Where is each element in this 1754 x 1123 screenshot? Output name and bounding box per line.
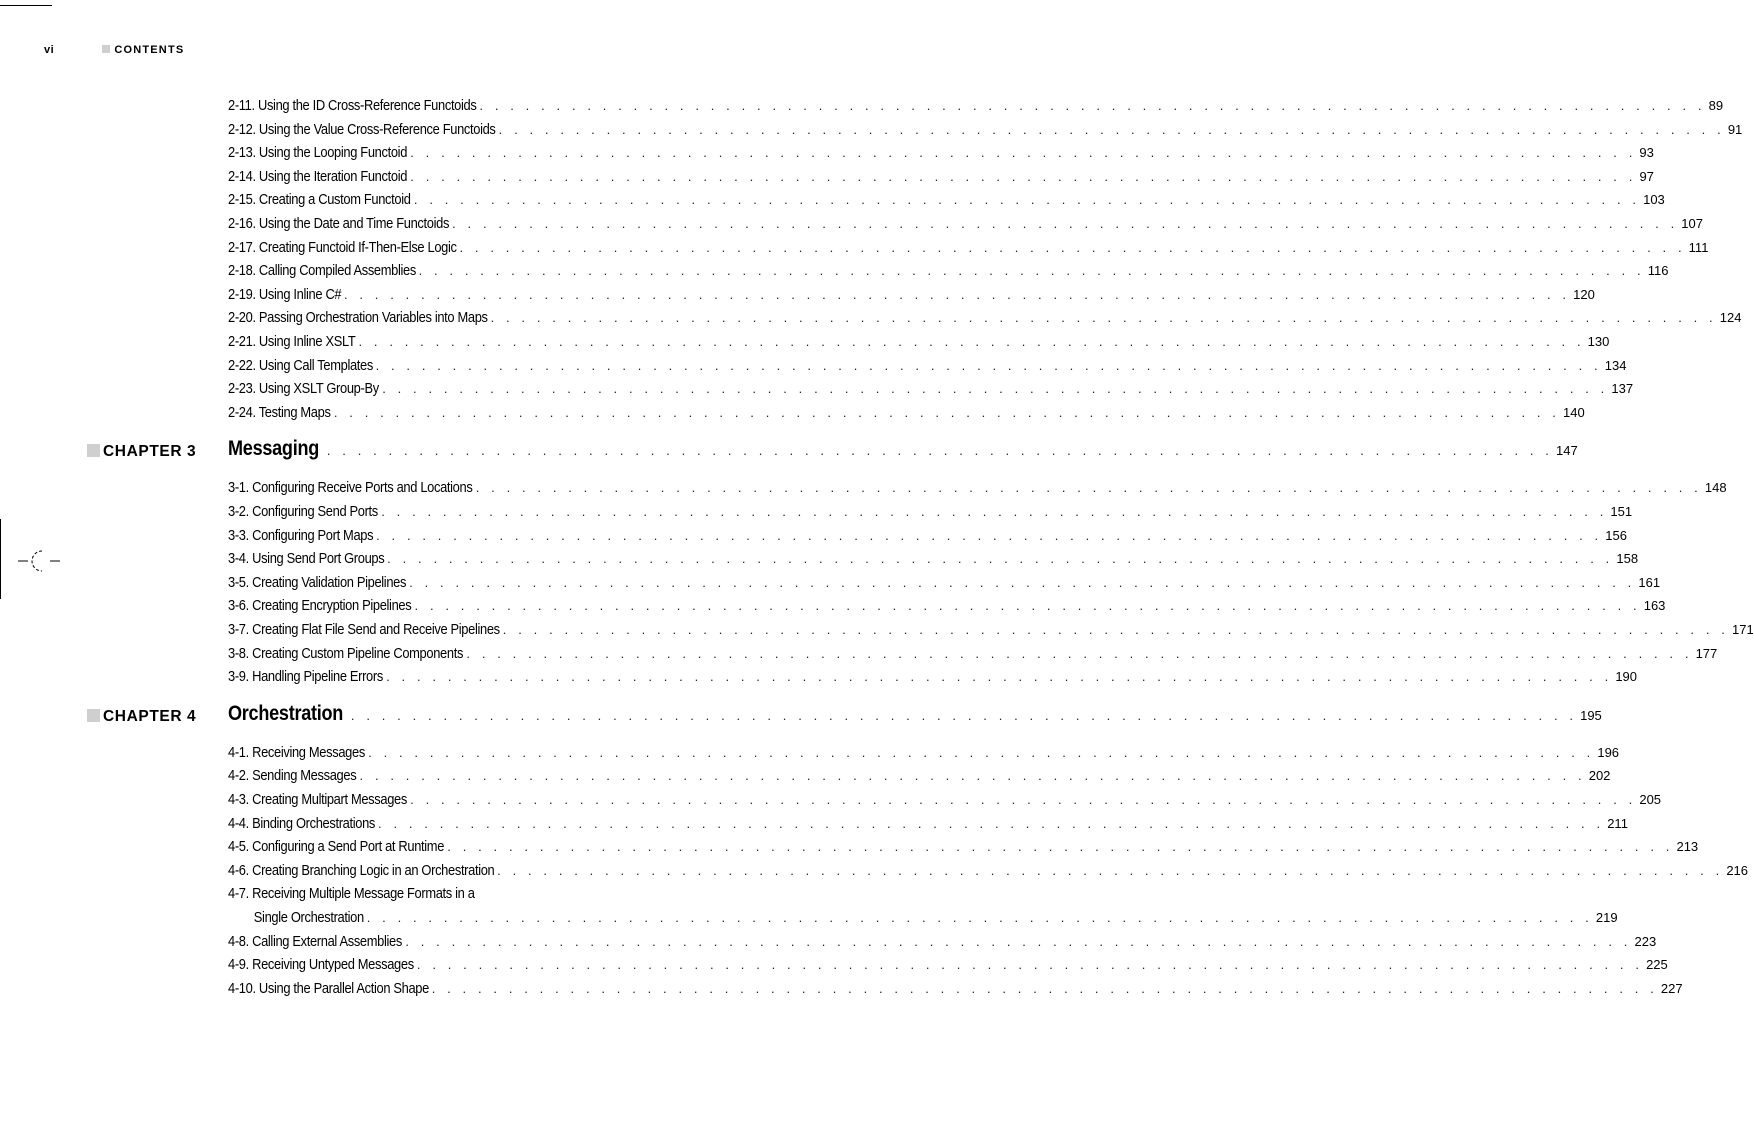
dot-leader: . . . . . . . . . . . . . . . . . . . . . . . . . . . . . . . . . . . . . . . . . . . . . . . . . . . . . . . . . . . . . . . . . . . . . . . . . . . . . . . . [378, 815, 1605, 831]
toc-entry [228, 380, 1634, 400]
toc-entry [228, 668, 1638, 688]
toc-entry [228, 979, 1683, 1000]
toc-entry [228, 573, 1661, 594]
toc-entry-page: 202 [1588, 768, 1611, 784]
toc-entry-page: 107 [1681, 216, 1703, 231]
toc-entry-page: 124 [1719, 310, 1742, 326]
toc-entry-title: 2-11. Using the ID Cross-Reference Functoids [228, 97, 477, 114]
toc-entry-title: 3-3. Configuring Port Maps [228, 526, 374, 544]
toc-entry [228, 909, 1618, 929]
dot-leader: . . . . . . . . . . . . . . . . . . . . . . . . . . . . . . . . . . . . . . . . . . . . . . . . . . . . . . . . . . . . . . . . . . . . . . . . . . . . . . . . [387, 551, 1614, 567]
toc-entry-title: 4-6. Creating Branching Logic in an Orchestration [228, 861, 495, 879]
toc-entry-title: 2-17. Creating Functoid If-Then-Else Logic [228, 238, 457, 256]
toc-entry [228, 526, 1627, 547]
toc-entry-title: 2-21. Using Inline XSLT [228, 333, 356, 350]
section-title: CONTENTS [114, 44, 185, 56]
dot-leader: . . . . . . . . . . . . . . . . . . . . . . . . . . . . . . . . . . . . . . . . . . . . . . . . . . . . . . . . . . . . . . . . . . . . . . . . . . . . . . . . [376, 527, 1603, 543]
chapter-box-icon [87, 444, 100, 457]
dot-leader: . . . . . . . . . . . . . . . . . . . . . . . . . . . . . . . . . . . . . . . . . . . . . . . . . . . . . . . . . . . . . . . . . . . . . . . . . . . . . . . . [416, 957, 1644, 973]
toc-entry-page: 103 [1643, 192, 1665, 208]
toc-entry-title: 4-1. Receiving Messages [228, 743, 365, 761]
dot-leader: . . . . . . . . . . . . . . . . . . . . . . . . . . . . . . . . . . . . . . . . . . . . . . . . . . . . . . . . . . . . . . . . . . . . . . . . . . . . . . . . [459, 239, 1686, 255]
dot-leader: . . . . . . . . . . . . . . . . . . . . . . . . . . . . . . . . . . . . . . . . . . . . . . . . . . . . . . . . . . . . . . . . . . . . . . . . . . . . . . . . [350, 707, 1578, 723]
dot-leader: . . . . . . . . . . . . . . . . . . . . . . . . . . . . . . . . . . . . . . . . . . . . . . . . . . . . . . . . . . . . . . . . . . . . . . . . . . . . . . . . [413, 192, 1641, 208]
crop-mark-top [0, 5, 52, 6]
dot-leader: . . . . . . . . . . . . . . . . . . . . . . . . . . . . . . . . . . . . . . . . . . . . . . . . . . . . . . . . . . . . . . . . . . . . . . . . . . . . . . . . [366, 910, 1593, 925]
chapter-label-text: CHAPTER 3 [103, 443, 197, 461]
toc-entry-title: 2-16. Using the Date and Time Functoids [228, 215, 450, 232]
dot-leader: . . . . . . . . . . . . . . . . . . . . . . . . . . . . . . . . . . . . . . . . . . . . . . . . . . . . . . . . . . . . . . . . . . . . . . . . . . . . . . . . [475, 480, 1702, 496]
toc-entry-title: 4-9. Receiving Untyped Messages [228, 956, 414, 974]
toc-entry-page: 190 [1615, 669, 1638, 685]
toc-entry-page: 111 [1688, 239, 1709, 255]
toc-entry-title: 2-22. Using Call Templates [228, 356, 373, 374]
toc-entry-page: 205 [1639, 792, 1662, 807]
toc-entry-title: 2-24. Testing Maps [228, 403, 331, 421]
chapter-label [87, 708, 196, 726]
toc-entry-page: 116 [1647, 263, 1669, 279]
dot-leader: . . . . . . . . . . . . . . . . . . . . . . . . . . . . . . . . . . . . . . . . . . . . . . . . . . . . . . . . . . . . . . . . . . . . . . . . . . . . . . . . [409, 574, 1636, 590]
toc-entry [228, 333, 1610, 353]
toc-entry-page: 130 [1587, 334, 1610, 349]
toc-entry [228, 403, 1585, 424]
toc-entry-title: 2-15. Creating a Custom Functoid [228, 191, 411, 209]
page-number: vi [44, 44, 55, 56]
toc-entry-page: 171 [1731, 622, 1754, 637]
chapter-box-icon [87, 709, 100, 722]
dot-leader: . . . . . . . . . . . . . . . . . . . . . . . . . . . . . . . . . . . . . . . . . . . . . . . . . . . . . . . . . . . . . . . . . . . . . . . . . . . . . . . . [343, 286, 1571, 302]
toc-entry-page: 161 [1638, 574, 1661, 590]
running-head [44, 44, 184, 56]
chapter-title: Messaging [228, 437, 320, 461]
dot-leader: . . . . . . . . . . . . . . . . . . . . . . . . . . . . . . . . . . . . . . . . . . . . . . . . . . . . . . . . . . . . . . . . . . . . . . . . . . . . . . . . [410, 168, 1637, 184]
toc-entry-page: 213 [1676, 839, 1699, 855]
toc-entry-page: 225 [1646, 957, 1668, 973]
toc-entry [228, 767, 1611, 787]
toc-entry [228, 215, 1703, 235]
toc-entry-title: 4-7. Receiving Multiple Message Formats in a [228, 885, 475, 903]
dot-leader: . . . . . . . . . . . . . . . . . . . . . . . . . . . . . . . . . . . . . . . . . . . . . . . . . . . . . . . . . . . . . . . . . . . . . . . . . . . . . . . . [358, 334, 1585, 349]
toc-entry [228, 285, 1595, 306]
toc-entry [228, 309, 1742, 329]
dot-leader: . . . . . . . . . . . . . . . . . . . . . . . . . . . . . . . . . . . . . . . . . . . . . . . . . . . . . . . . . . . . . . . . . . . . . . . . . . . . . . . . [405, 933, 1632, 949]
dot-leader: . . . . . . . . . . . . . . . . . . . . . . . . . . . . . . . . . . . . . . . . . . . . . . . . . . . . . . . . . . . . . . . . . . . . . . . . . . . . . . . . [326, 443, 1554, 459]
toc-entry-page: 89 [1708, 98, 1724, 113]
dot-leader: . . . . . . . . . . . . . . . . . . . . . . . . . . . . . . . . . . . . . . . . . . . . . . . . . . . . . . . . . . . . . . . . . . . . . . . . . . . . . . . . [502, 622, 1729, 637]
toc-entry [228, 621, 1754, 641]
toc-entry [228, 191, 1665, 211]
toc-entry [228, 97, 1724, 117]
toc-entry-page: 158 [1616, 551, 1639, 567]
section-box-icon [102, 45, 110, 53]
chapter-page: 195 [1580, 707, 1602, 723]
toc-entry [228, 956, 1668, 976]
dot-leader: . . . . . . . . . . . . . . . . . . . . . . . . . . . . . . . . . . . . . . . . . . . . . . . . . . . . . . . . . . . . . . . . . . . . . . . . . . . . . . . . [490, 310, 1717, 326]
dot-leader: . . . . . . . . . . . . . . . . . . . . . . . . . . . . . . . . . . . . . . . . . . . . . . . . . . . . . . . . . . . . . . . . . . . . . . . . . . . . . . . . [368, 744, 1595, 760]
toc-entry-title: 2-14. Using the Iteration Functoid [228, 167, 408, 185]
toc-entry-page: 219 [1595, 910, 1618, 925]
toc-entry-page: 223 [1634, 933, 1657, 949]
toc-entry-title: 3-9. Handling Pipeline Errors [228, 668, 383, 686]
dot-leader: . . . . . . . . . . . . . . . . . . . . . . . . . . . . . . . . . . . . . . . . . . . . . . . . . . . . . . . . . . . . . . . . . . . . . . . . . . . . . . . . [333, 404, 1561, 420]
toc-entry [228, 550, 1639, 570]
toc-entry-title: 4-3. Creating Multipart Messages [228, 791, 408, 808]
toc-entry [228, 838, 1699, 858]
toc-entry-page: 137 [1611, 381, 1634, 397]
dot-leader: . . . . . . . . . . . . . . . . . . . . . . . . . . . . . . . . . . . . . . . . . . . . . . . . . . . . . . . . . . . . . . . . . . . . . . . . . . . . . . . . [382, 381, 1609, 397]
toc-entry-page: 97 [1639, 168, 1654, 184]
toc-entry-page: 120 [1573, 286, 1595, 302]
toc-entry-title: 4-5. Configuring a Send Port at Runtime [228, 838, 445, 856]
toc-entry-title: 3-4. Using Send Port Groups [228, 550, 385, 568]
toc-entry [228, 644, 1718, 665]
toc-entry-page: 227 [1660, 980, 1683, 996]
toc-entry [228, 791, 1662, 811]
toc-entry-page: 196 [1597, 744, 1620, 760]
toc-entry-page: 177 [1695, 645, 1718, 661]
chapter-heading [0, 437, 1578, 467]
toc-entry-title: 2-19. Using Inline C# [228, 285, 342, 303]
dot-leader: . . . . . . . . . . . . . . . . . . . . . . . . . . . . . . . . . . . . . . . . . . . . . . . . . . . . . . . . . . . . . . . . . . . . . . . . . . . . . . . . [359, 768, 1586, 784]
toc-entry-title: 4-2. Sending Messages [228, 767, 357, 785]
toc-entry-page: 93 [1639, 145, 1654, 161]
toc-entry-title: 4-4. Binding Orchestrations [228, 814, 376, 832]
toc-entry-title: 3-5. Creating Validation Pipelines [228, 573, 407, 591]
toc-entry [228, 262, 1669, 282]
toc-entry-page: 163 [1643, 598, 1666, 614]
toc-entry [228, 144, 1654, 164]
toc-entry-page: 91 [1727, 121, 1743, 137]
chapter-title-row [228, 437, 1578, 467]
chapter-heading [0, 701, 1602, 732]
toc-entry [228, 932, 1657, 953]
toc-entry [228, 743, 1620, 764]
dot-leader: . . . . . . . . . . . . . . . . . . . . . . . . . . . . . . . . . . . . . . . . . . . . . . . . . . . . . . . . . . . . . . . . . . . . . . . . . . . . . . . . [418, 263, 1645, 279]
registration-mark-icon [18, 546, 62, 576]
toc-entry-title: 3-1. Configuring Receive Ports and Locations [228, 479, 473, 497]
toc-entry [228, 885, 712, 905]
toc-entry-page: 140 [1563, 404, 1585, 420]
toc-entry [228, 861, 1749, 882]
chapter-title-row [228, 701, 1602, 732]
toc-entry-title: 2-18. Calling Compiled Assemblies [228, 262, 416, 280]
dot-leader: . . . . . . . . . . . . . . . . . . . . . . . . . . . . . . . . . . . . . . . . . . . . . . . . . . . . . . . . . . . . . . . . . . . . . . . . . . . . . . . . [452, 216, 1679, 231]
toc-entry-title: 4-8. Calling External Assemblies [228, 932, 402, 950]
toc-entry-title: 2-20. Passing Orchestration Variables into Maps [228, 309, 488, 327]
dot-leader: . . . . . . . . . . . . . . . . . . . . . . . . . . . . . . . . . . . . . . . . . . . . . . . . . . . . . . . . . . . . . . . . . . . . . . . . . . . . . . . . [497, 862, 1724, 878]
toc-entry-page: 151 [1610, 504, 1633, 519]
toc-entry-title: Single Orchestration [253, 909, 364, 926]
toc-entry-page: 156 [1605, 527, 1627, 543]
chapter-label [87, 443, 196, 461]
toc-entry [228, 597, 1666, 617]
toc-entry-title: 3-7. Creating Flat File Send and Receive Pipelines [228, 621, 500, 638]
toc-entry [228, 356, 1627, 377]
toc-entry [228, 479, 1727, 499]
toc-entry-page: 211 [1607, 815, 1628, 831]
toc-entry [228, 814, 1628, 835]
dot-leader: . . . . . . . . . . . . . . . . . . . . . . . . . . . . . . . . . . . . . . . . . . . . . . . . . . . . . . . . . . . . . . . . . . . . . . . . . . . . . . . . [431, 980, 1658, 996]
dot-leader: . . . . . . . . . . . . . . . . . . . . . . . . . . . . . . . . . . . . . . . . . . . . . . . . . . . . . . . . . . . . . . . . . . . . . . . . . . . . . . . . [479, 98, 1706, 113]
toc-entry-title: 2-23. Using XSLT Group-By [228, 380, 379, 398]
dot-leader: . . . . . . . . . . . . . . . . . . . . . . . . . . . . . . . . . . . . . . . . . . . . . . . . . . . . . . . . . . . . . . . . . . . . . . . . . . . . . . . . [410, 145, 1637, 161]
crop-mark-left [0, 519, 1, 599]
toc-entry-title: 2-13. Using the Looping Functoid [228, 144, 408, 162]
toc-entry-title: 3-2. Configuring Send Ports [228, 503, 378, 520]
dot-leader: . . . . . . . . . . . . . . . . . . . . . . . . . . . . . . . . . . . . . . . . . . . . . . . . . . . . . . . . . . . . . . . . . . . . . . . . . . . . . . . . [410, 792, 1637, 807]
toc-entry [228, 167, 1654, 188]
chapter-title: Orchestration [228, 701, 344, 725]
toc-entry [228, 120, 1743, 141]
toc-entry-title: 3-6. Creating Encryption Pipelines [228, 597, 412, 615]
toc-entry-page: 216 [1726, 862, 1749, 878]
toc-entry-page: 134 [1604, 357, 1627, 373]
dot-leader: . . . . . . . . . . . . . . . . . . . . . . . . . . . . . . . . . . . . . . . . . . . . . . . . . . . . . . . . . . . . . . . . . . . . . . . . . . . . . . . . [414, 598, 1641, 614]
dot-leader: . . . . . . . . . . . . . . . . . . . . . . . . . . . . . . . . . . . . . . . . . . . . . . . . . . . . . . . . . . . . . . . . . . . . . . . . . . . . . . . . [386, 669, 1613, 685]
dot-leader: . . . . . . . . . . . . . . . . . . . . . . . . . . . . . . . . . . . . . . . . . . . . . . . . . . . . . . . . . . . . . . . . . . . . . . . . . . . . . . . . [381, 504, 1608, 519]
toc-entry [228, 503, 1633, 523]
toc-entry [228, 238, 1709, 259]
dot-leader: . . . . . . . . . . . . . . . . . . . . . . . . . . . . . . . . . . . . . . . . . . . . . . . . . . . . . . . . . . . . . . . . . . . . . . . . . . . . . . . . [447, 839, 1674, 855]
toc-entry-title: 3-8. Creating Custom Pipeline Components [228, 644, 464, 662]
dot-leader: . . . . . . . . . . . . . . . . . . . . . . . . . . . . . . . . . . . . . . . . . . . . . . . . . . . . . . . . . . . . . . . . . . . . . . . . . . . . . . . . [466, 645, 1693, 661]
dot-leader: . . . . . . . . . . . . . . . . . . . . . . . . . . . . . . . . . . . . . . . . . . . . . . . . . . . . . . . . . . . . . . . . . . . . . . . . . . . . . . . . [375, 357, 1602, 373]
toc-entry-title: 2-12. Using the Value Cross-Reference Functoids [228, 120, 496, 138]
dot-leader: . . . . . . . . . . . . . . . . . . . . . . . . . . . . . . . . . . . . . . . . . . . . . . . . . . . . . . . . . . . . . . . . . . . . . . . . . . . . . . . . [498, 121, 1725, 137]
toc-entry-page: 148 [1704, 480, 1727, 496]
chapter-label-text: CHAPTER 4 [103, 707, 197, 725]
toc-entry-title: 4-10. Using the Parallel Action Shape [228, 979, 429, 997]
chapter-page: 147 [1556, 443, 1578, 459]
